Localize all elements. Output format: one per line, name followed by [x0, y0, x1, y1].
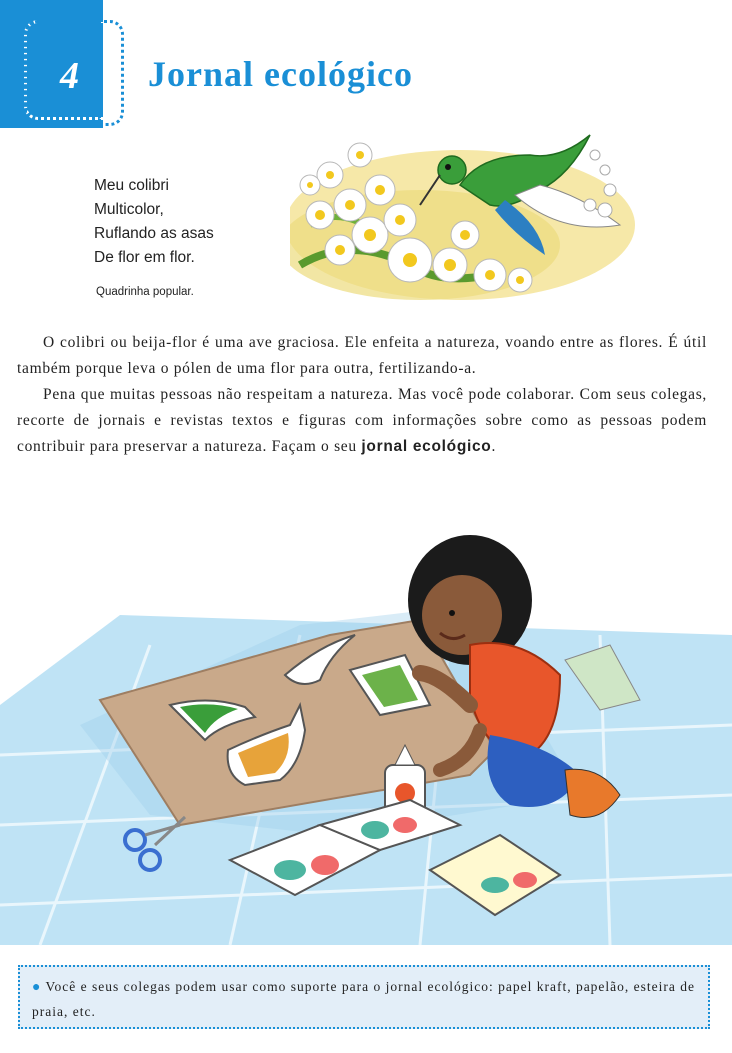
chapter-number: 4 [60, 55, 79, 97]
poem-line: Ruflando as asas [94, 225, 214, 242]
hummingbird-flowers-illustration [290, 115, 650, 305]
poem-credit: Quadrinha popular. [96, 286, 194, 298]
poem-line: Multicolor, [94, 201, 164, 218]
tip-note [18, 965, 710, 1029]
page-title: Jornal ecológico [148, 54, 413, 94]
poem [94, 174, 214, 270]
poem-line: De flor em flor. [94, 249, 195, 266]
paragraph-text: O colibri ou beija-flor é uma ave graciosa. Ele enfeita a natureza, voando entre as flores. É útil também porque leva o pólen de uma flor para outra, fertilizando-a. [17, 334, 707, 377]
paragraph-text: Pena que muitas pessoas não respeitam a natureza. Mas você pode colaborar. Com seus colegas, recorte de jornais e revistas textos e figuras com informações sobre como as pessoas podem contribuir para preservar a natureza. Façam o seu [17, 386, 707, 455]
paragraph-colibri [17, 330, 707, 382]
bullet-icon: ● [32, 980, 42, 995]
poem-line: Meu colibri [94, 177, 169, 194]
tip-note-text: Você e seus colegas podem usar como suporte para o jornal ecológico: papel kraft, papelão, esteira de praia, etc. [32, 979, 696, 1019]
paragraph-instructions [17, 382, 707, 460]
bold-term: jornal ecológico [361, 438, 492, 455]
paragraph-end: . [491, 438, 497, 455]
child-collage-illustration [0, 495, 732, 955]
